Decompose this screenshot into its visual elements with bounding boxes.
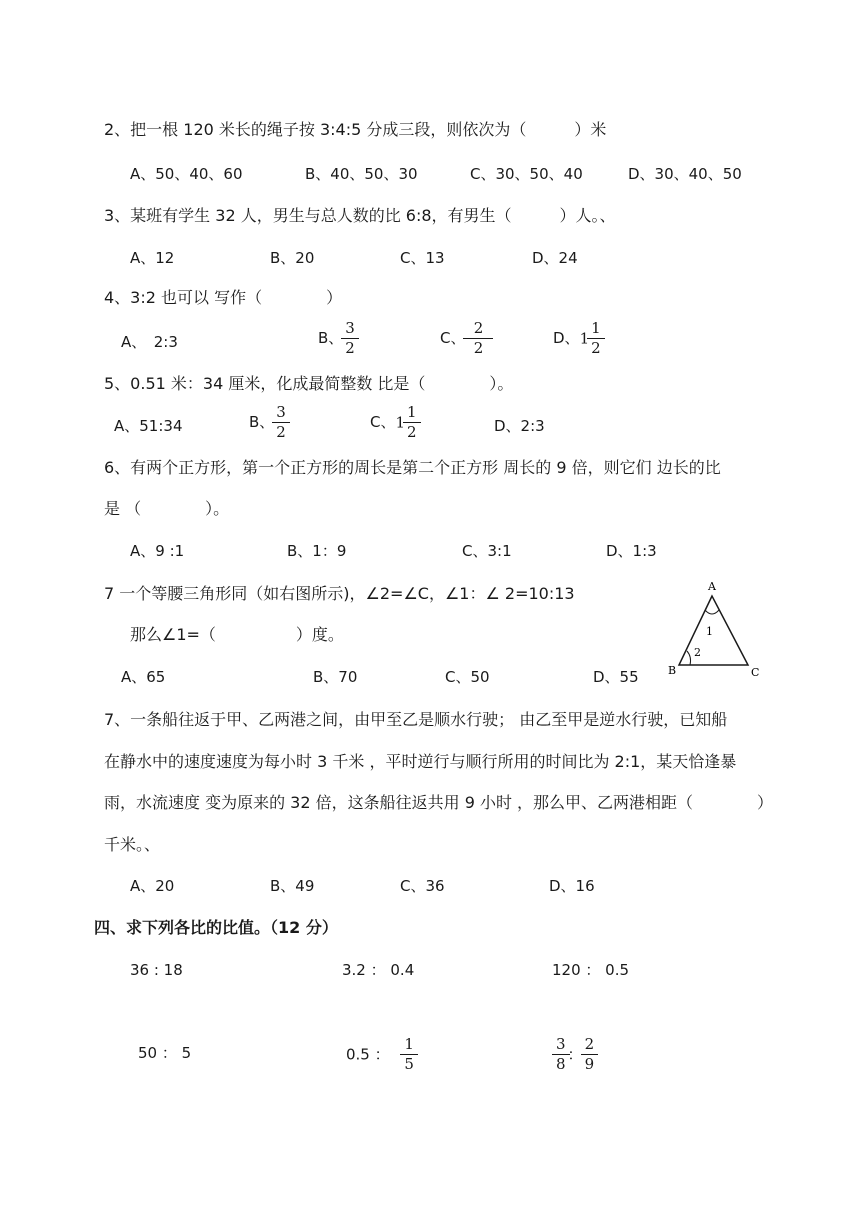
q2-stem: 2、把一根 120 米长的绳子按 3:4:5 分成三段，则依次为（ ）米 — [104, 120, 607, 139]
ratio-item-5-fraction — [402, 1036, 416, 1073]
q7a-option-c: C、50 — [445, 668, 490, 686]
vertex-b-label: B — [668, 664, 677, 677]
ratio-item-5 — [346, 1036, 416, 1073]
q6-stem-line2: 是 （ ）。 — [104, 499, 230, 518]
q2-option-a: A、50、40、60 — [130, 165, 243, 183]
q4-option-c — [440, 320, 491, 357]
angle-1-arc — [705, 610, 719, 614]
angle-2-label: 2 — [694, 646, 701, 659]
fraction-denominator: 2 — [591, 339, 601, 357]
ratio-item-5-left: 0.5 ： — [346, 1045, 390, 1064]
fraction-numerator: 2 — [584, 1035, 595, 1053]
ratio-item-6-fraction-left — [554, 1036, 568, 1073]
vertex-a-label: A — [708, 580, 716, 593]
q7b-line3: 雨，水流速度 变为原来的 32 倍，这条船往返共用 9 小时 ，那么甲、乙两港相距（ ） — [104, 793, 774, 812]
isosceles-triangle-figure — [668, 580, 768, 690]
fraction-numerator: 2 — [473, 319, 484, 337]
q5-option-a: A、51:34 — [114, 417, 183, 435]
fraction-numerator: 1 — [591, 319, 601, 337]
q5-option-d: D、2:3 — [494, 417, 545, 435]
q4-option-c-fraction — [465, 320, 491, 357]
section-4-title: 四、求下列各比的比值。（12 分） — [94, 918, 338, 937]
q7a-stem-line1: 7 一个等腰三角形同（如右图所示)，∠2=∠C，∠1：∠ 2=10:13 — [104, 584, 575, 603]
angle-2-arc — [687, 651, 691, 665]
q5-option-c-label: C、 — [370, 413, 396, 431]
fraction-denominator: 2 — [276, 423, 286, 441]
q5-option-c-fraction — [405, 404, 419, 441]
q4-option-b — [318, 320, 357, 357]
q3-option-a: A、12 — [130, 249, 175, 267]
q7a-option-a: A、65 — [121, 668, 166, 686]
q4-option-c-label: C、 — [440, 329, 466, 347]
q6-option-d: D、1:3 — [606, 542, 657, 560]
q5-option-b-fraction — [274, 404, 288, 441]
ratio-item-3: 120 ： 0.5 — [552, 961, 630, 979]
q2-option-c: C、30、50、40 — [470, 165, 583, 183]
q3-option-d: D、24 — [532, 249, 578, 267]
q3-option-b: B、20 — [270, 249, 315, 267]
q7a-option-d: D、55 — [593, 668, 639, 686]
ratio-item-6 — [554, 1036, 596, 1073]
q2-option-b: B、40、50、30 — [305, 165, 418, 183]
ratio-separator: ： — [567, 1045, 583, 1064]
q4-option-b-fraction — [343, 320, 357, 357]
q4-option-b-label: B、 — [318, 329, 344, 347]
q2-option-d: D、30、40、50 — [628, 165, 742, 183]
fraction-numerator: 3 — [345, 319, 355, 337]
q6-option-c: C、3:1 — [462, 542, 512, 560]
fraction-numerator: 3 — [556, 1035, 566, 1053]
fraction-denominator: 8 — [556, 1055, 566, 1073]
fraction-numerator: 1 — [407, 403, 417, 421]
ratio-item-2: 3.2 ： 0.4 — [342, 961, 415, 979]
vertex-c-label: C — [751, 666, 760, 679]
q3-option-c: C、13 — [400, 249, 445, 267]
q5-option-b — [249, 404, 288, 441]
fraction-numerator: 3 — [276, 403, 286, 421]
q7b-option-c: C、36 — [400, 877, 445, 895]
q4-option-a: A、 2:3 — [121, 333, 178, 351]
q4-option-d — [553, 320, 603, 357]
ratio-item-4: 50 ： 5 — [138, 1044, 192, 1062]
q5-option-b-label: B、 — [249, 413, 275, 431]
q3-stem: 3、某班有学生 32 人，男生与总人数的比 6:8，有男生（ ）人。、 — [104, 206, 616, 225]
fraction-numerator: 1 — [404, 1035, 414, 1053]
q6-option-b: B、1：9 — [287, 542, 347, 560]
fraction-denominator: 2 — [407, 423, 417, 441]
angle-1-label: 1 — [706, 625, 713, 638]
fraction-denominator: 5 — [404, 1055, 414, 1073]
mixed-number-whole: 1 — [395, 413, 406, 432]
q7b-option-d: D、16 — [549, 877, 595, 895]
q6-option-a: A、9 :1 — [130, 542, 185, 560]
q7b-line1: 7、一条船往返于甲、乙两港之间，由甲至乙是顺水行驶； 由乙至甲是逆水行驶，已知船 — [104, 710, 728, 729]
fraction-denominator: 2 — [345, 339, 355, 357]
q6-stem-line1: 6、有两个正方形，第一个正方形的周长是第二个正方形 周长的 9 倍，则它们 边长的比 — [104, 458, 721, 477]
q7b-option-b: B、49 — [270, 877, 315, 895]
ratio-item-1: 36 : 18 — [130, 961, 183, 979]
fraction-denominator: 9 — [584, 1055, 595, 1073]
fraction-denominator: 2 — [473, 339, 484, 357]
q4-stem: 4、3:2 也可以 写作（ ） — [104, 288, 343, 307]
q7b-option-a: A、20 — [130, 877, 175, 895]
q4-option-d-fraction — [589, 320, 603, 357]
q7a-stem-line2: 那么∠1=（ ）度。 — [130, 625, 344, 644]
q7b-line2: 在静水中的速度速度为每小时 3 千米 ，平时逆行与顺行所用的时间比为 2:1，某天恰逢暴 — [104, 752, 737, 771]
q5-stem: 5、0.51 米：34 厘米，化成最简整数 比是（ ）。 — [104, 374, 514, 393]
q7b-line4: 千米。、 — [104, 835, 161, 854]
q4-option-d-label: D、 — [553, 329, 580, 347]
ratio-item-6-fraction-right — [583, 1036, 597, 1073]
q7a-option-b: B、70 — [313, 668, 358, 686]
q5-option-c — [370, 404, 419, 441]
mixed-number-whole: 1 — [579, 329, 590, 348]
